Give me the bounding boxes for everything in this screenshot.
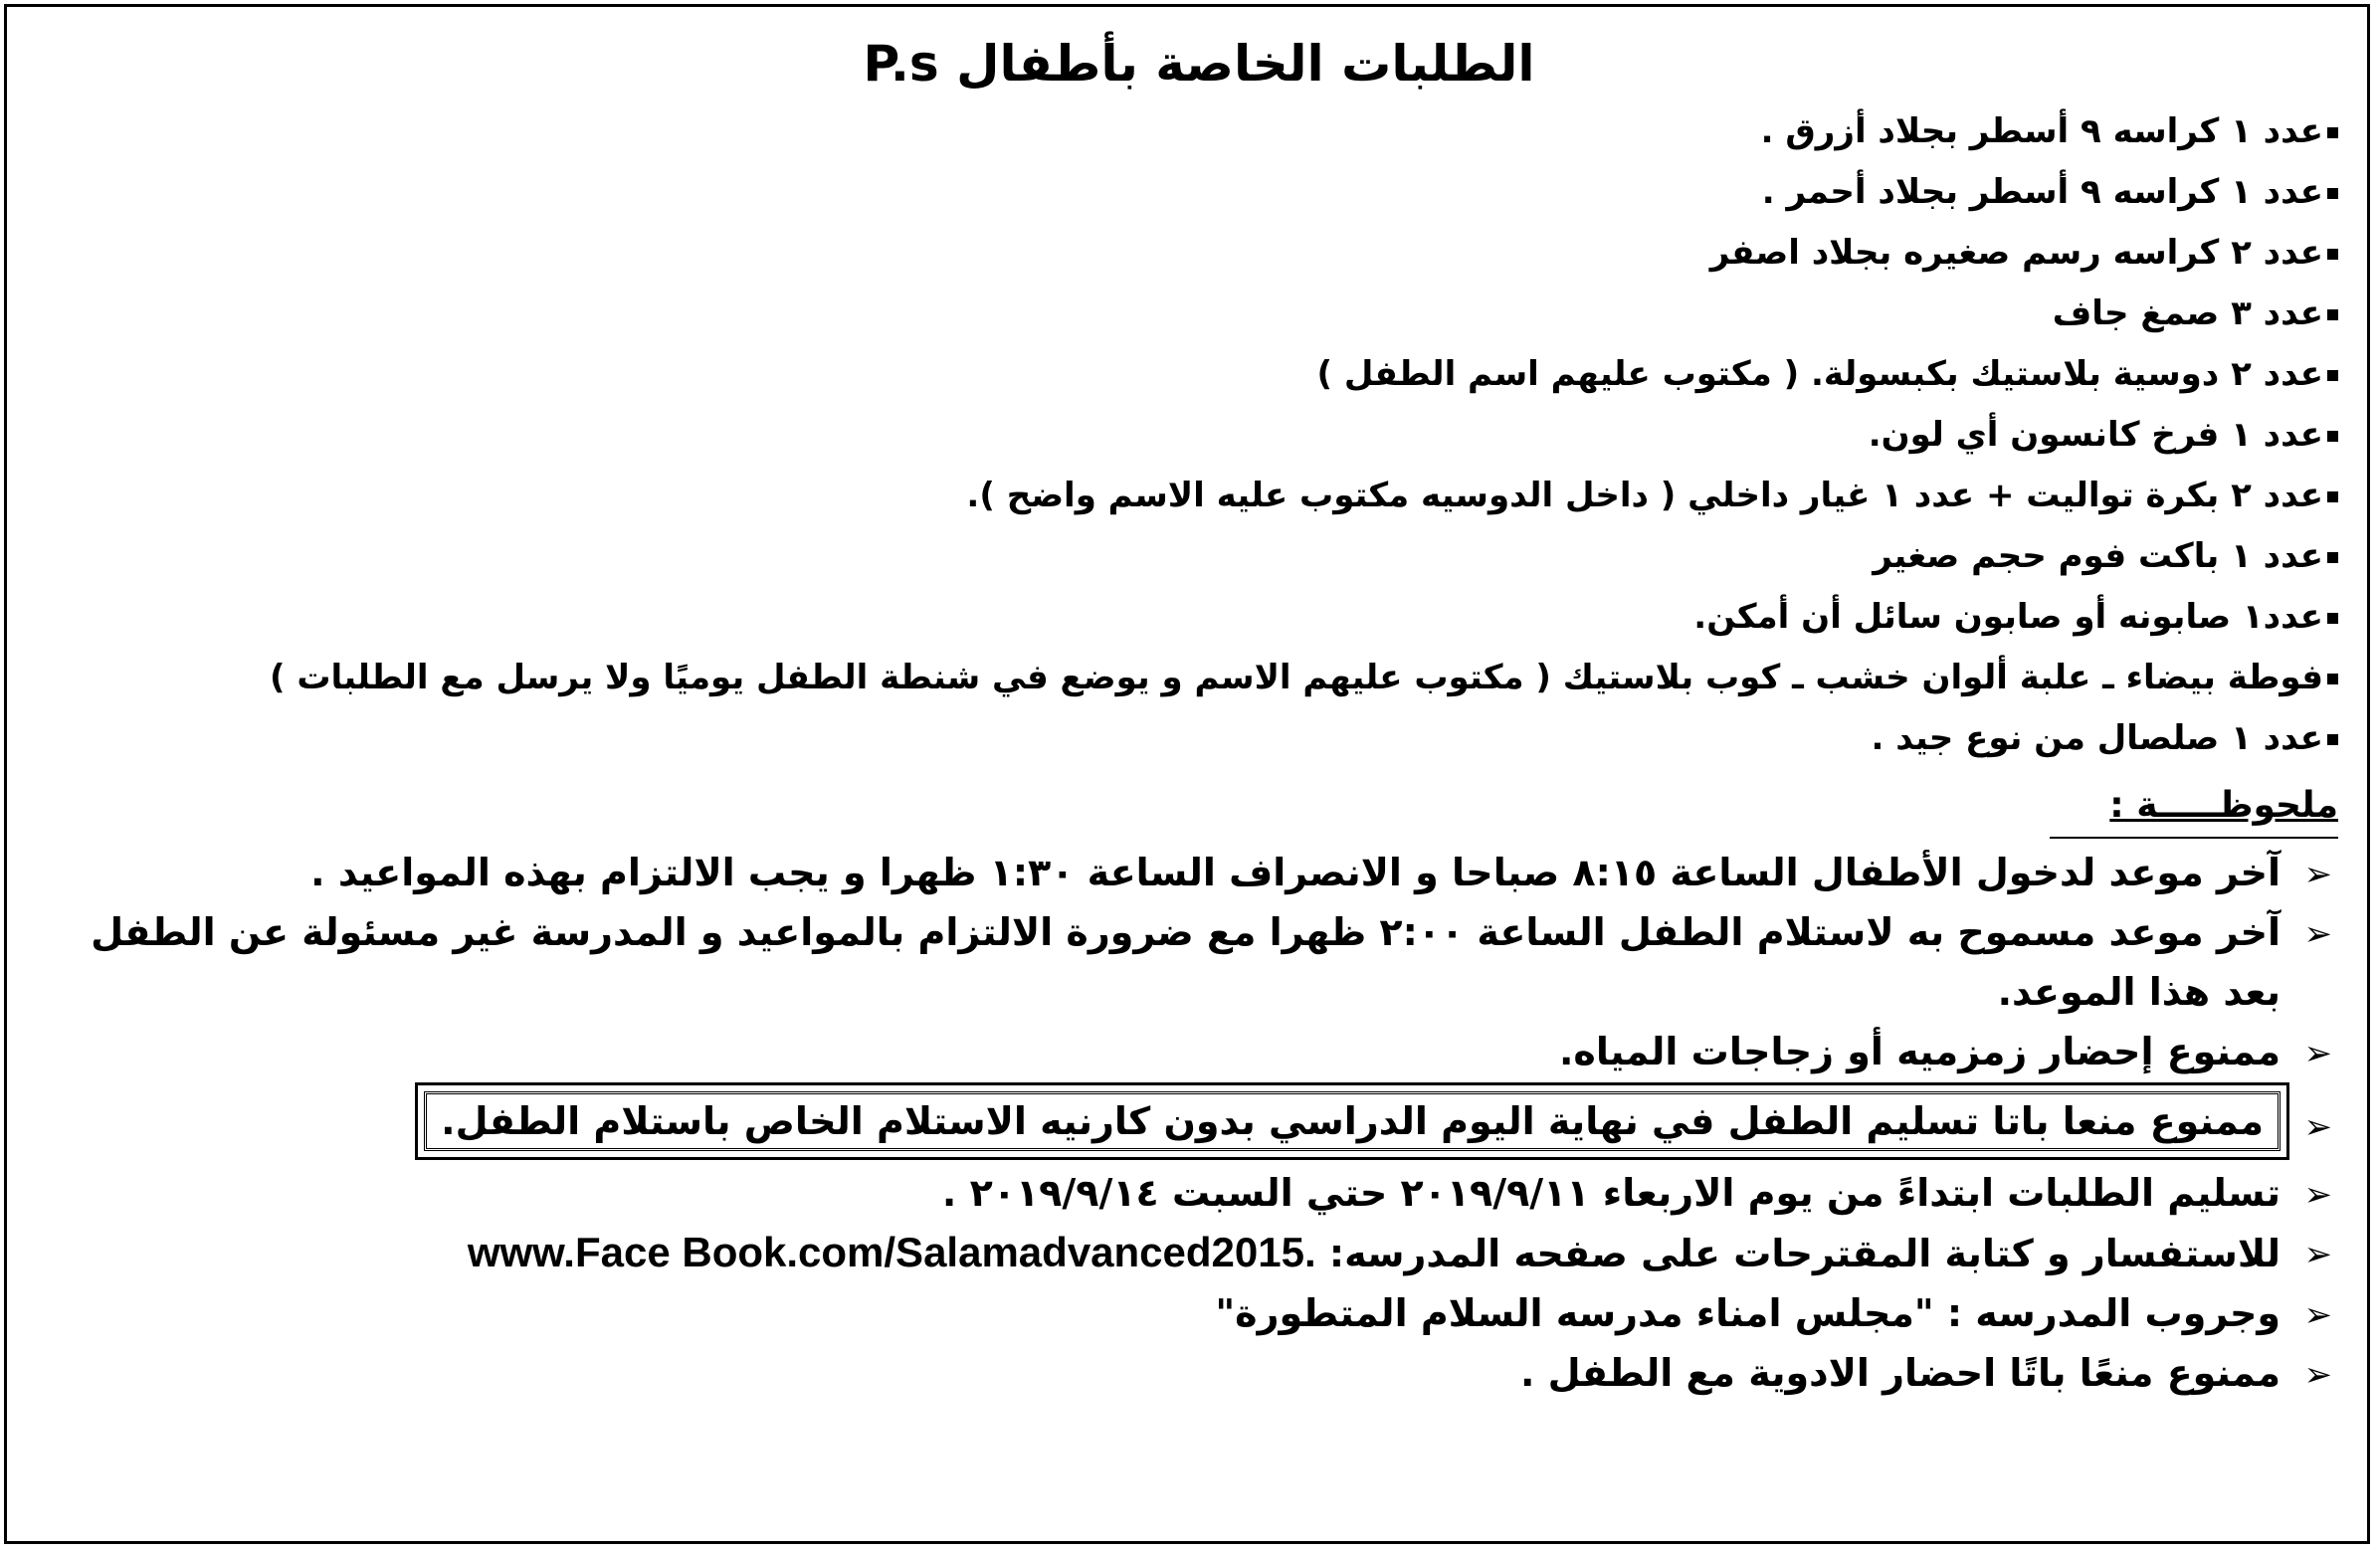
square-bullet-icon [2327, 491, 2338, 502]
square-bullet-icon [2327, 188, 2338, 199]
arrow-bullet-icon: ➢ [2303, 1107, 2332, 1147]
list-item: فوطة بيضاء ـ علبة ألوان خشب ـ كوب بلاستيك ( مكتوب عليهم الاسم و يوضع في شنطة الطفل يوميًا ولا يرسل مع الطلبات ) [60, 648, 2338, 708]
note-item-water-bottles: ➢ ممنوع إحضار زمزميه أو زجاجات المياه. [60, 1022, 2338, 1081]
list-item: عدد ١ كراسه ٩ أسطر بجلاد أزرق . [60, 101, 2338, 162]
square-bullet-icon [2327, 249, 2338, 260]
arrow-bullet-icon: ➢ [2303, 1235, 2332, 1274]
list-item: عدد ٢ دوسية بلاستيك بكبسولة. ( مكتوب عليهم اسم الطفل ) [60, 344, 2338, 405]
list-item: عدد١ صابونه أو صابون سائل أن أمكن. [60, 587, 2338, 648]
document-page [60, 30, 2338, 1403]
square-bullet-icon [2327, 309, 2338, 320]
facebook-page-link[interactable]: www.Face Book.com/Salamadvanced2015. [467, 1229, 1316, 1275]
arrow-bullet-icon: ➢ [2303, 1295, 2332, 1335]
note-item-arrival-time: ➢ آخر موعد لدخول الأطفال الساعة ٨:١٥ صباحا و الانصراف الساعة ١:٣٠ ظهرا و يجب الالتزام بهذه المواعيد . [60, 843, 2338, 902]
square-bullet-icon [2327, 431, 2338, 442]
square-bullet-icon [2327, 613, 2338, 624]
note-item-inquiries: ➢ للاستفسار و كتابة المقترحات على صفحه المدرسه: www.Face Book.com/Salamadvanced2015. [60, 1223, 2338, 1283]
square-bullet-icon [2327, 127, 2338, 138]
square-bullet-icon [2327, 674, 2338, 684]
list-item: عدد ١ صلصال من نوع جيد . [60, 708, 2338, 769]
list-item: عدد ٢ كراسه رسم صغيره بجلاد اصفر [60, 223, 2338, 284]
arrow-bullet-icon: ➢ [2303, 855, 2332, 894]
note-item-pickup-card [60, 1081, 2338, 1163]
note-item-delivery-dates: ➢ تسليم الطلبات ابتداءً من يوم الاربعاء ٢٠١٩/٩/١١ حتي السبت ٢٠١٩/٩/١٤ . [60, 1163, 2338, 1223]
arrow-bullet-icon: ➢ [2303, 1034, 2332, 1073]
square-bullet-icon [2327, 552, 2338, 563]
note-item-medicines: ➢ ممنوع منعًا باتًا احضار الادوية مع الطفل . [60, 1343, 2338, 1403]
square-bullet-icon [2327, 370, 2338, 381]
boxed-warning: ممنوع منعا باتا تسليم الطفل في نهاية اليوم الدراسي بدون كارنيه الاستلام الخاص باستلام الطفل. [424, 1091, 2281, 1151]
arrow-bullet-icon: ➢ [2303, 1175, 2332, 1215]
arrow-bullet-icon: ➢ [2303, 914, 2332, 954]
list-item: عدد ٣ صمغ جاف [60, 284, 2338, 344]
list-item: عدد ١ فرخ كانسون أي لون. [60, 405, 2338, 466]
note-item-school-group: ➢ وجروب المدرسه : "مجلس امناء مدرسه السلام المتطورة" [60, 1283, 2338, 1343]
list-item: عدد ١ باكت فوم حجم صغير [60, 526, 2338, 587]
list-item: عدد ٢ بكرة تواليت + عدد ١ غيار داخلي ( داخل الدوسيه مكتوب عليه الاسم واضح ). [60, 466, 2338, 526]
list-item: عدد ١ كراسه ٩ أسطر بجلاد أحمر . [60, 162, 2338, 223]
arrow-bullet-icon: ➢ [2303, 1355, 2332, 1395]
notes-list [60, 843, 2338, 1403]
requirements-list [60, 101, 2338, 769]
note-item-pickup-time: ➢ آخر موعد مسموح به لاستلام الطفل الساعة ٢:٠٠ ظهرا مع ضرورة الالتزام بالمواعيد و المدرسة غير مسئولة عن الطفل بعد هذا الموعد. [60, 902, 2338, 1022]
page-title: الطلبات الخاصة بأطفال P.s [863, 35, 1535, 93]
note-heading: ملحوظـــــة : [2050, 775, 2338, 839]
square-bullet-icon [2327, 734, 2338, 745]
